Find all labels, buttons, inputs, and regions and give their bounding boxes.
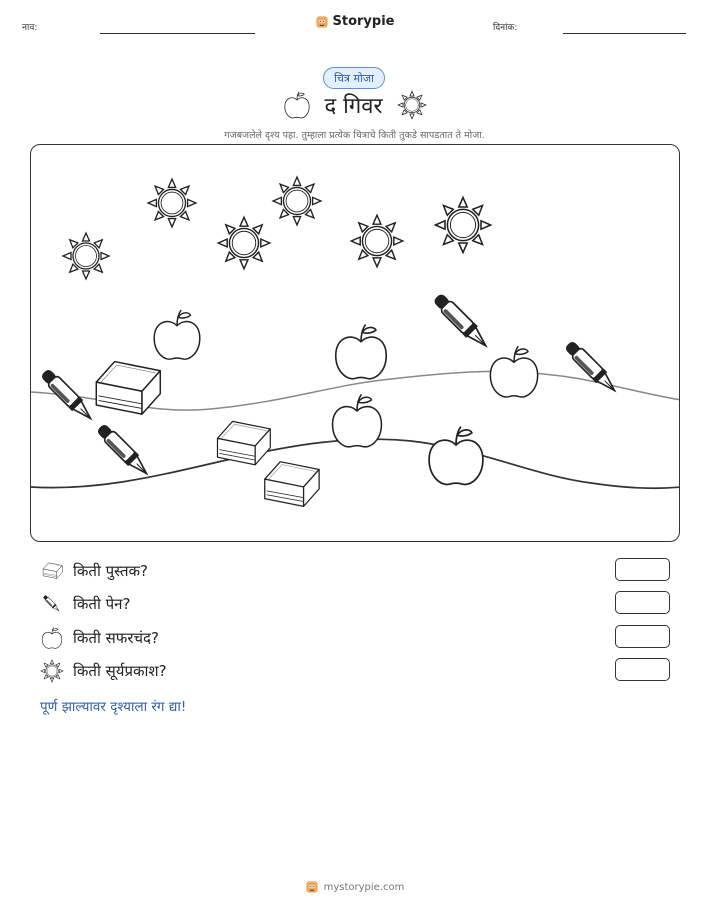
apple-icon [333,394,382,447]
instructions: गजबजलेले दृश्य पहा. तुम्हाला प्रत्येक चित्राचे किती तुकडे सापडतात ते मोजा. [224,130,485,141]
pen-icon [40,368,96,424]
pen-icon [40,592,64,616]
answer-box-suns[interactable] [615,658,670,681]
category-tag: चित्र मोजा [323,67,385,89]
answer-box-pens[interactable] [615,591,670,614]
site-footer [0,880,709,894]
sun-icon [351,215,403,267]
title-text: द गिवर [324,94,383,119]
sun-icon [435,197,490,252]
question-text: किती पेन? [73,595,131,613]
question-apples [40,625,670,651]
apple-icon [40,626,64,650]
sun-icon [218,217,270,269]
counting-scene [30,144,680,542]
apple-icon [336,324,387,378]
question-text: किती सूर्यप्रकाश? [73,662,167,680]
book-icon [217,421,270,464]
storypie-logo-icon [315,15,329,29]
storypie-logo-icon [305,880,319,894]
sun-icon [40,659,64,683]
date-label: दिनांक: [493,23,518,33]
book-icon [96,362,160,415]
book-icon [40,559,64,583]
pen-icon [564,340,620,396]
sun-icon [273,177,321,225]
sun-icon [397,90,427,120]
question-books [40,558,670,584]
question-pens [40,591,670,617]
pen-icon [432,292,490,350]
scene-drawing [31,145,680,542]
name-label: नाव: [22,23,38,33]
site-url[interactable]: mystorypie.com [323,881,405,893]
sun-icon [63,233,109,279]
apple-icon [429,427,483,485]
book-icon [265,462,319,507]
apple-icon [490,346,537,397]
question-text: किती सफरचंद? [73,629,159,647]
page-title [0,90,709,120]
pen-icon [96,423,152,479]
apple-icon [154,310,200,359]
answer-box-apples[interactable] [615,625,670,648]
question-text: किती पुस्तक? [73,562,148,580]
brand-name: Storypie [332,14,395,29]
question-suns [40,658,670,684]
date-line[interactable] [563,33,686,34]
name-line[interactable] [100,33,255,34]
coloring-note: पूर्ण झाल्यावर दृश्याला रंग द्या! [40,699,187,715]
answer-box-books[interactable] [615,558,670,581]
apple-icon [283,90,311,120]
sun-icon [148,179,196,227]
brand [0,14,709,29]
